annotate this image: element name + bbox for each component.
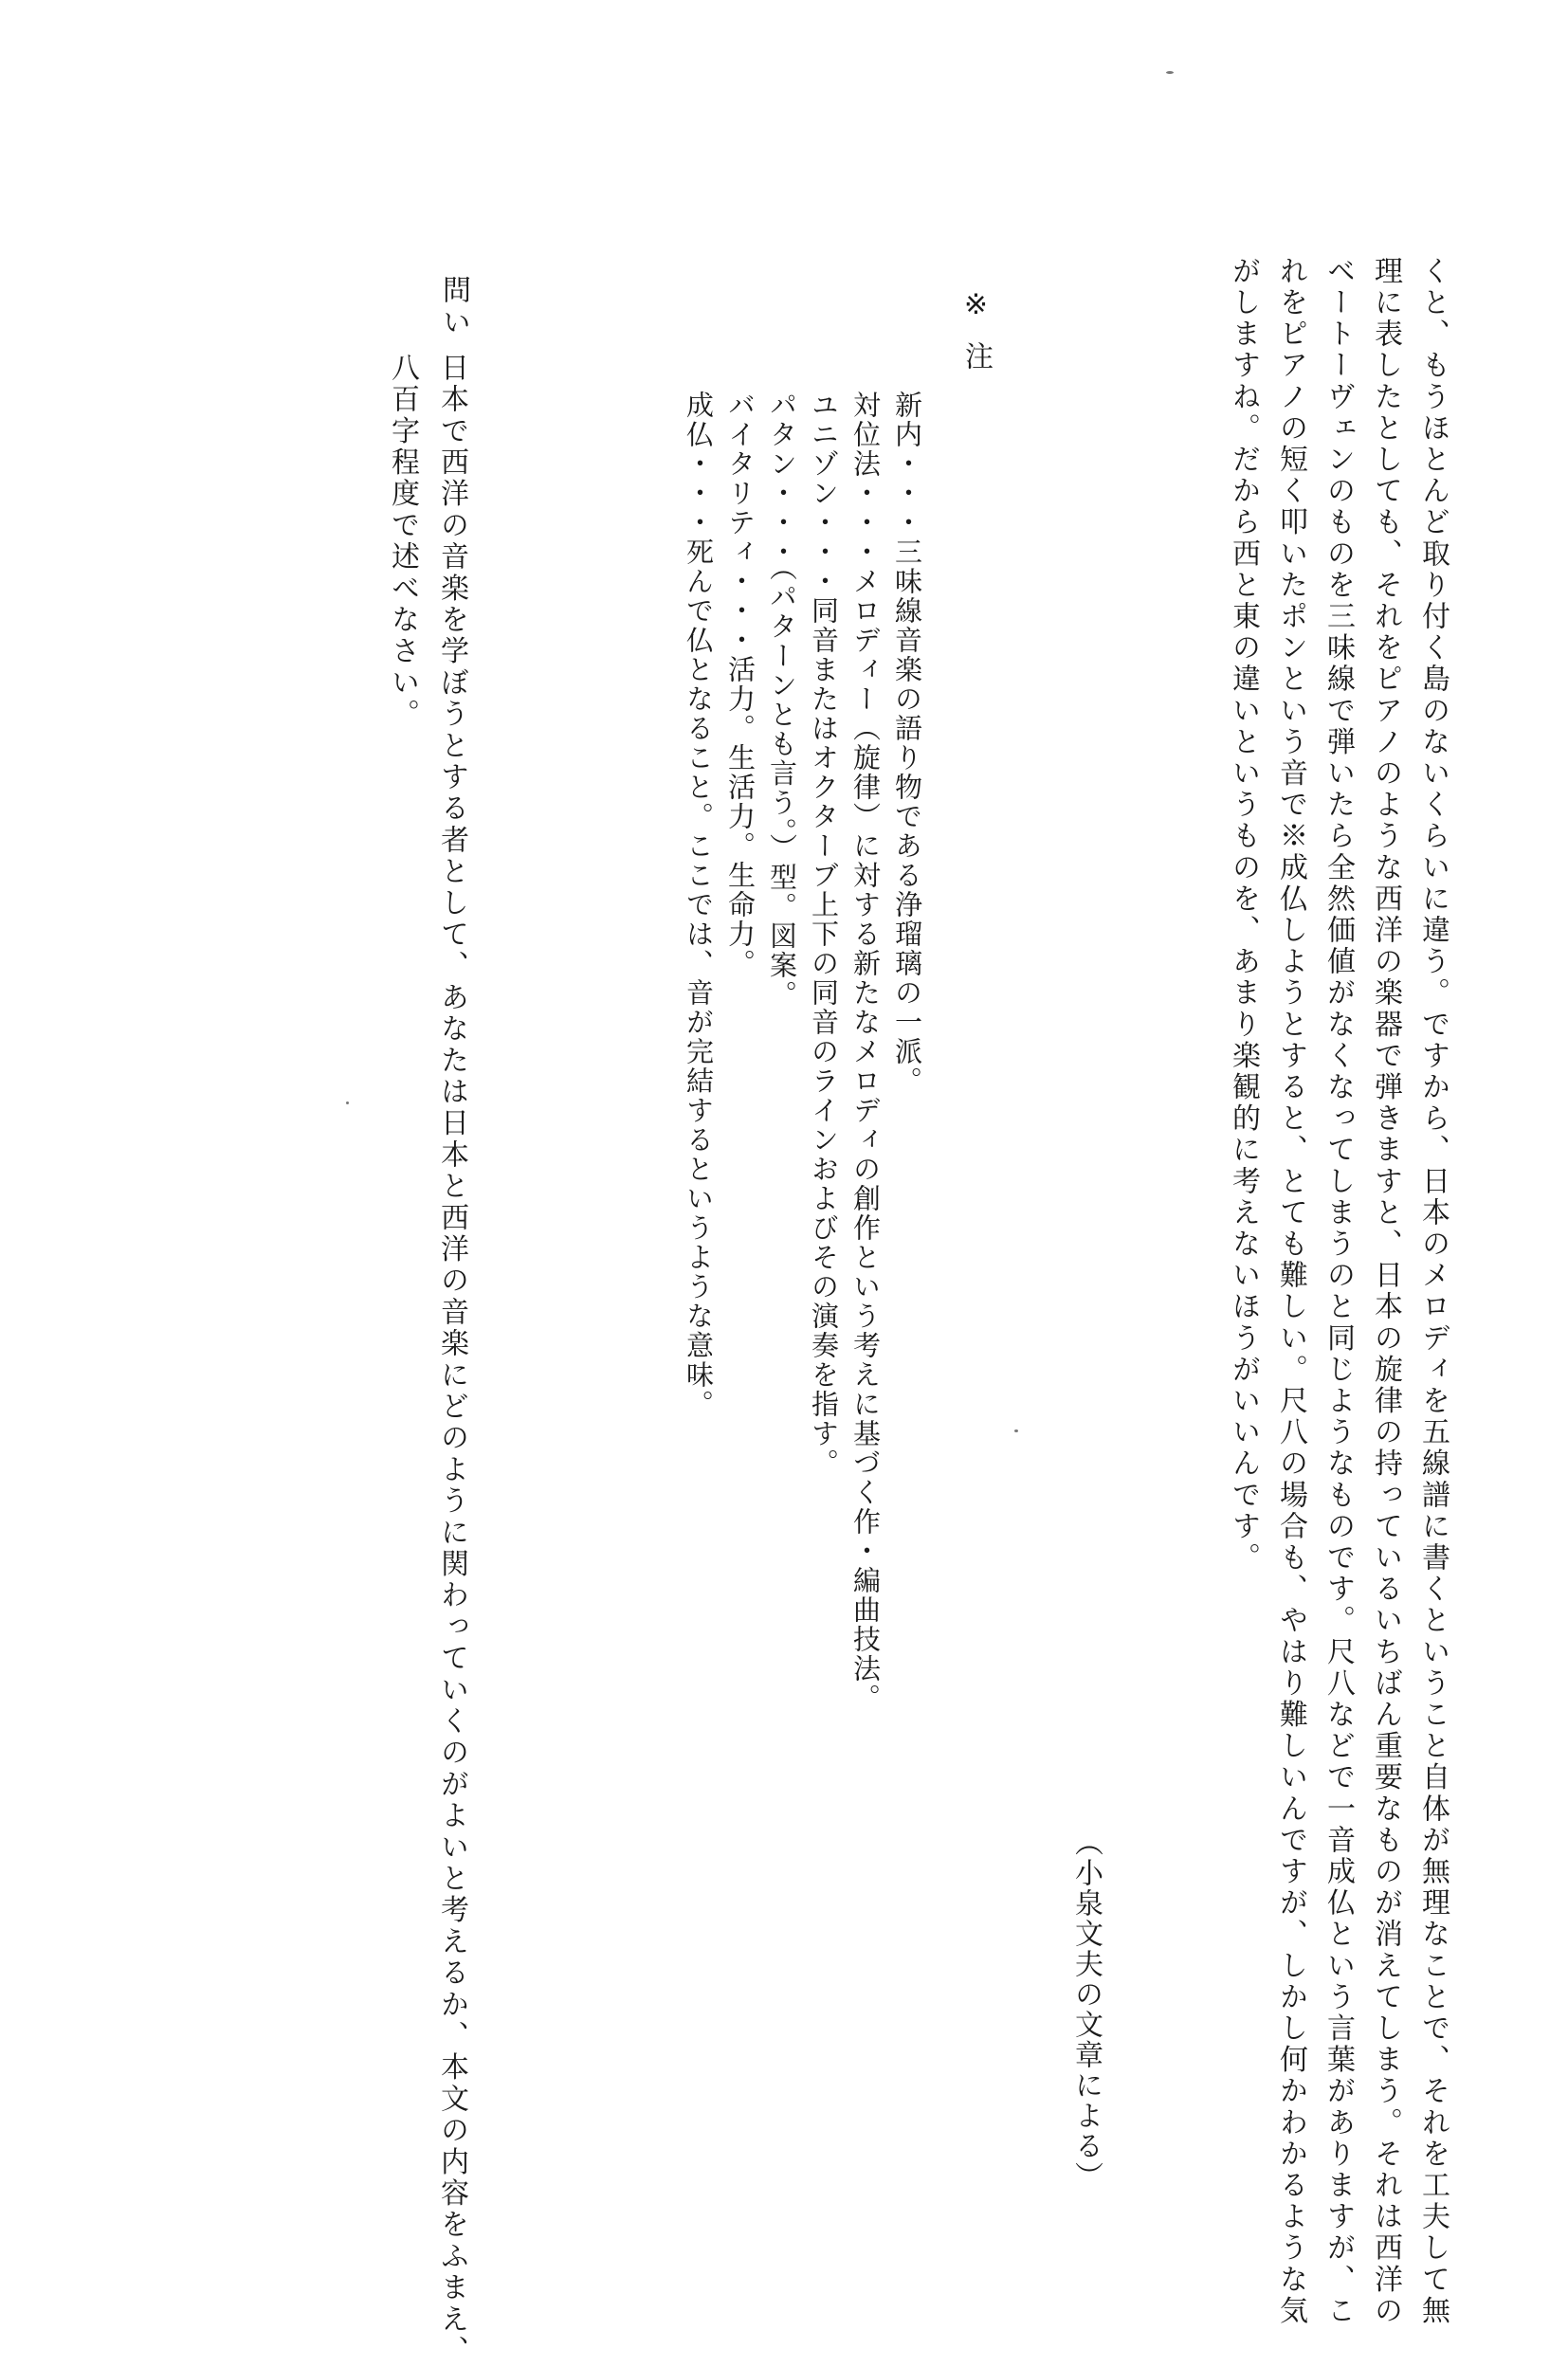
source-citation: （小泉文夫の文章による） — [1069, 1828, 1103, 2192]
passage-line: れをピアノの短く叩いたポンという音で※成仏しようとすると、とても難しい。尺八の場合も、やはり難しいんですが、しかし何かわかるような気 — [1274, 256, 1307, 2327]
glossary-item: 成仏・・・死んで仏となること。ここでは、音が完結するというような意味。 — [683, 391, 715, 1419]
question-line: 日本で西洋の音楽を学ぼうとする者として、あなたは日本と西洋の音楽にどのように関わっていくのがよいと考えるか、本文の内容をふまえ、 — [435, 353, 468, 2367]
glossary-item: ユニゾン・・・同音またはオクターブ上下の同音のラインおよびその演奏を指す。 — [808, 391, 840, 1478]
glossary-notes — [678, 391, 928, 1713]
passage-line: ベートーヴェンのものを三味線で弾いたら全然価値がなくなってしまうのと同じようなものです。尺八などで一音成仏という言葉がありますが、こ — [1322, 256, 1355, 2327]
passage-line: がしますね。だから西と東の違いというものを、あまり楽観的に考えないほうがいいんです。 — [1227, 256, 1260, 1575]
question-text — [377, 353, 476, 2367]
glossary-item: バイタリティ・・・活力。生活力。生命力。 — [724, 391, 757, 978]
glossary-item: パタン・・・（パターンとも言う。）型。図案。 — [766, 391, 798, 1010]
passage-line: 理に表したとしても、それをピアノのような西洋の楽器で弾きますと、日本の旋律の持っているいちばん重要なものが消えてしまう。それは西洋の — [1369, 256, 1402, 2327]
scan-speck — [1166, 71, 1174, 74]
question-label: 問い — [437, 275, 470, 339]
notes-mark: ※ — [959, 288, 993, 325]
passage-line: くと、もうほとんど取り付く島のないくらいに違う。ですから、日本のメロディを五線譜に書くということ自体が無理なことで、それを工夫して無 — [1416, 256, 1449, 2327]
scan-speck — [346, 1102, 349, 1104]
notes-label: 注 — [959, 341, 993, 373]
glossary-item: 新内・・・三味線音楽の語り物である浄瑠璃の一派。 — [891, 391, 923, 1096]
question-line: 八百字程度で述べなさい。 — [386, 353, 419, 731]
scan-speck — [1014, 1429, 1018, 1432]
passage-text — [1162, 256, 1456, 2327]
glossary-item: 対位法・・・メロディー（旋律）に対する新たなメロディの創作という考えに基づく作・編曲技法。 — [849, 391, 882, 1713]
